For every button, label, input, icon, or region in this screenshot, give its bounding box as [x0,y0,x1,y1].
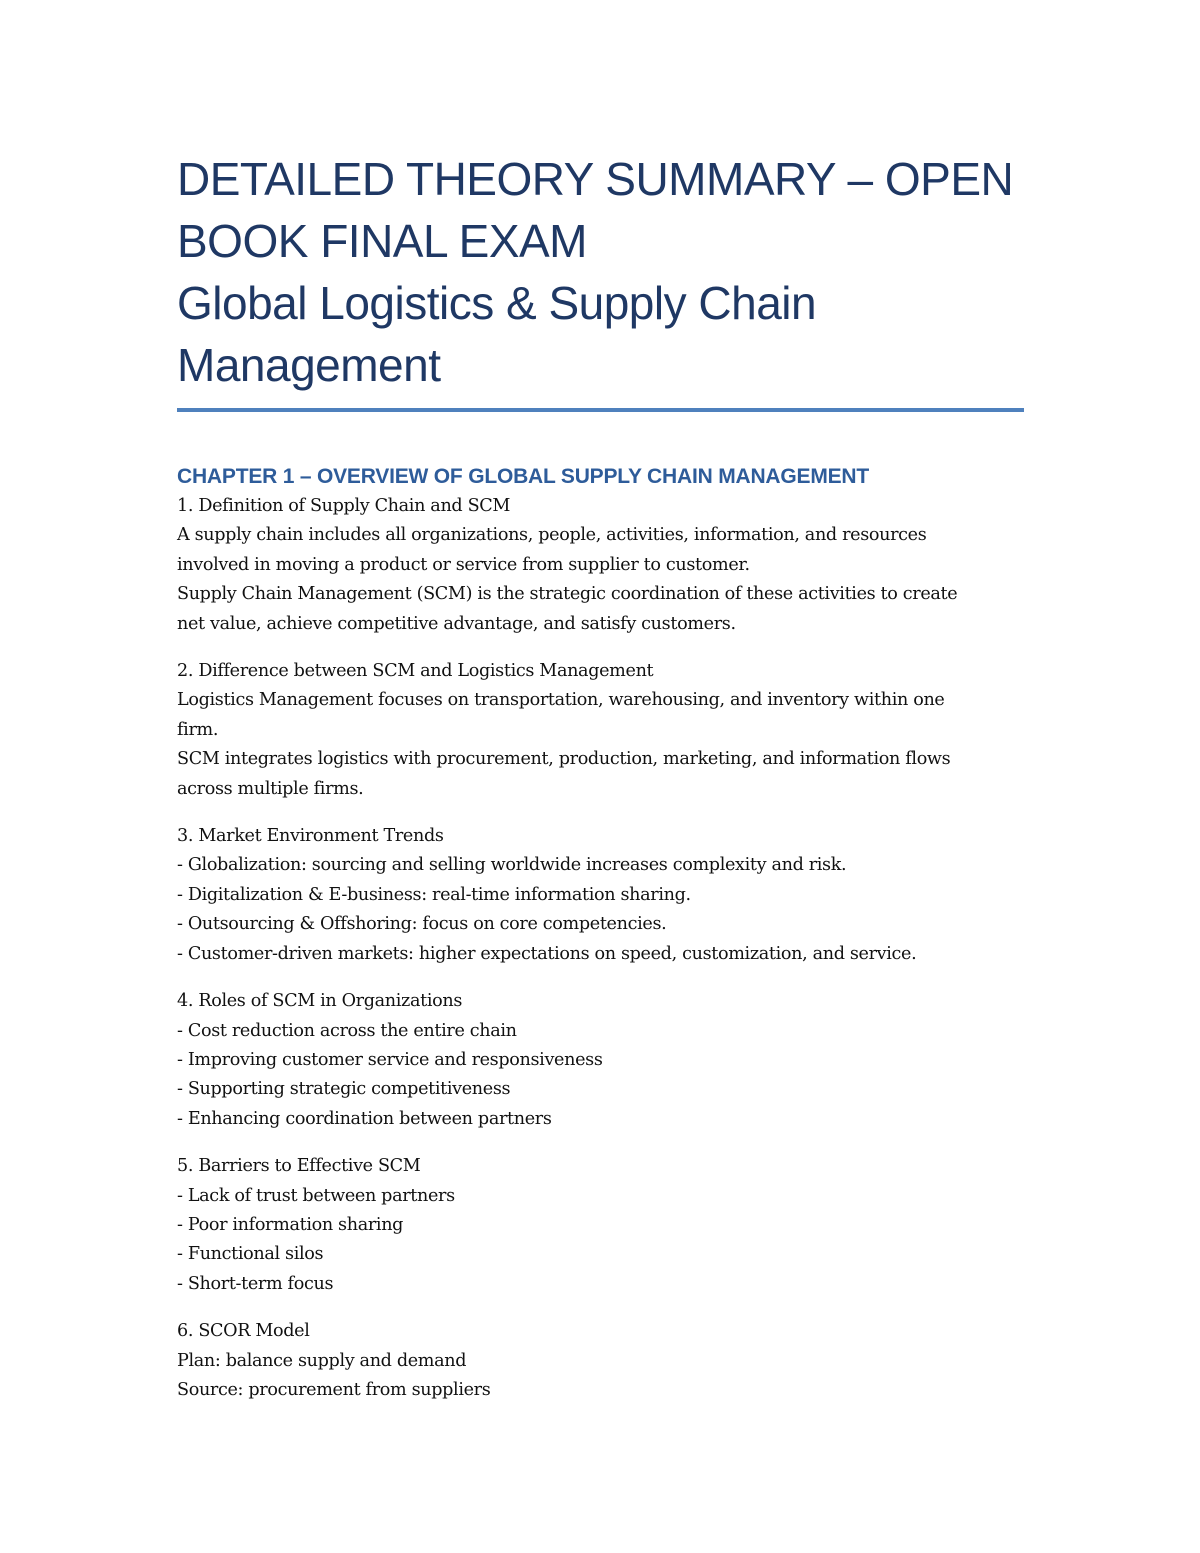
bullet-item: - Customer-driven markets: higher expectations on speed, customization, and service. [177,943,917,964]
bullet-item: - Functional silos [177,1244,324,1265]
section-definition [177,492,1025,639]
paragraph-line: involved in moving a product or service from supplier to customer. [177,554,750,575]
paragraph-line: Source: procurement from suppliers [177,1379,491,1400]
section-heading: 5. Barriers to Effective SCM [177,1156,421,1177]
paragraph-line: A supply chain includes all organizations, people, activities, information, and resources [177,525,927,546]
chapter-heading: CHAPTER 1 – OVERVIEW OF GLOBAL SUPPLY CHAIN MANAGEMENT [177,465,870,488]
bullet-item: - Short-term focus [177,1273,334,1294]
bullet-item: - Lack of trust between partners [177,1185,455,1206]
bullet-item: - Globalization: sourcing and selling worldwide increases complexity and risk. [177,855,847,876]
document-page [177,148,1025,1405]
bullet-item: - Improving customer service and responsiveness [177,1049,603,1070]
section-heading: 6. SCOR Model [177,1321,310,1342]
bullet-item: - Supporting strategic competitiveness [177,1079,511,1100]
paragraph-line: SCM integrates logistics with procurement, production, marketing, and information flows [177,749,951,770]
section-heading: 1. Definition of Supply Chain and SCM [177,496,511,516]
section-heading: 4. Roles of SCM in Organizations [177,991,462,1012]
bullet-item: - Outsourcing & Offshoring: focus on core competencies. [177,914,667,935]
bullet-item: - Cost reduction across the entire chain [177,1020,517,1041]
title-line: DETAILED THEORY SUMMARY – OPEN [177,153,1014,205]
chapter-body [177,492,1025,1405]
paragraph-line: Plan: balance supply and demand [177,1350,467,1371]
section-heading: 3. Market Environment Trends [177,826,444,847]
section-heading: 2. Difference between SCM and Logistics Management [177,661,654,682]
paragraph-line: across multiple firms. [177,778,364,799]
bullet-item: - Poor information sharing [177,1214,404,1235]
section-scm-vs-logistics [177,657,1025,804]
title-line: Management [177,339,441,391]
bullet-item: - Enhancing coordination between partners [177,1108,552,1129]
paragraph-line: firm. [177,719,219,740]
paragraph-line: net value, achieve competitive advantage, and satisfy customers. [177,613,736,634]
paragraph-line: Supply Chain Management (SCM) is the strategic coordination of these activities to create [177,584,958,605]
section-scor-model [177,1317,1025,1405]
section-market-trends [177,822,1025,969]
title-line: Global Logistics & Supply Chain [177,277,817,329]
section-scm-roles [177,987,1025,1134]
document-title [177,148,1025,396]
bullet-item: - Digitalization & E-business: real-time information sharing. [177,884,691,905]
paragraph-line: Logistics Management focuses on transportation, warehousing, and inventory within one [177,690,945,711]
title-divider [177,408,1024,412]
section-barriers [177,1152,1025,1299]
title-line: BOOK FINAL EXAM [177,215,588,267]
